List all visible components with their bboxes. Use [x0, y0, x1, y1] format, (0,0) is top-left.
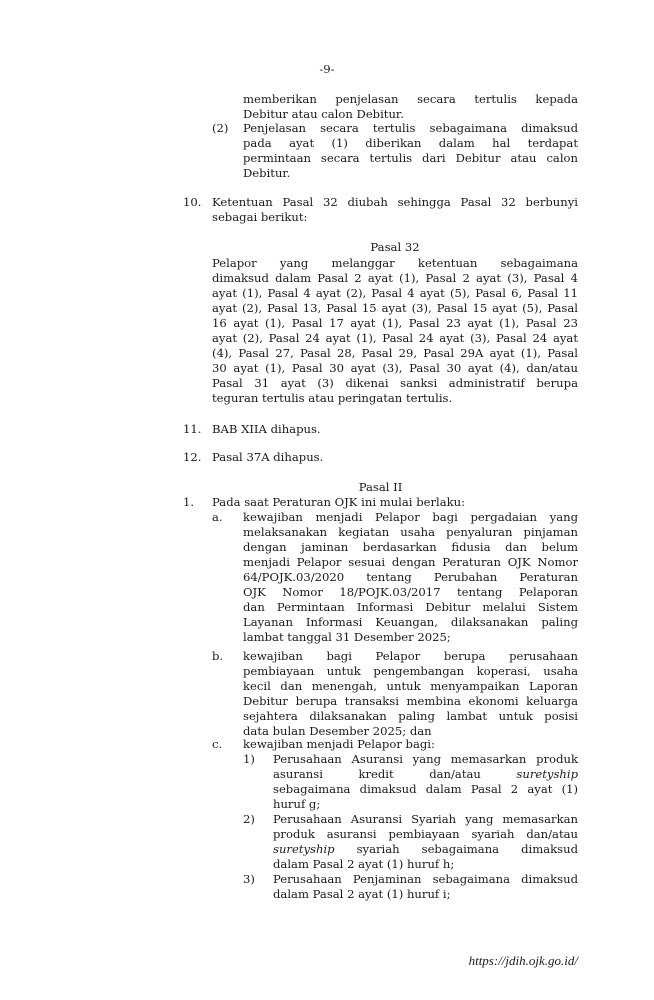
text-line: ayat (1), Pasal 4 ayat (2), Pasal 4 ayat (5), Pasal 6, Pasal 11 [212, 286, 578, 300]
text-line: Debitur berupa transaksi membina ekonomi keluarga [243, 694, 578, 708]
list-label: 12. [183, 450, 202, 464]
page-number: -9- [319, 62, 335, 76]
text-line: kewajiban menjadi Pelapor bagi: [243, 737, 435, 751]
text-line: OJK Nomor 18/POJK.03/2017 tentang Pelaporan [243, 585, 578, 599]
text-line [273, 767, 578, 782]
text-line: produk asuransi pembiayaan syariah dan/atau [273, 827, 578, 841]
text-line: dengan jaminan berdasarkan fidusia dan belum [243, 540, 578, 554]
list-label: 11. [183, 422, 202, 436]
text-segment: asuransi kredit dan/atau [273, 767, 517, 781]
italic-term: suretyship [273, 842, 335, 856]
text-line: data bulan Desember 2025; dan [243, 724, 432, 738]
text-line: pada ayat (1) diberikan dalam hal terdapat [243, 136, 578, 150]
text-line: 64/POJK.03/2020 tentang Perubahan Peraturan [243, 570, 578, 584]
text-line: memberikan penjelasan secara tertulis kepada [243, 92, 578, 106]
list-label: 3) [243, 872, 255, 886]
text-line: 16 ayat (1), Pasal 17 ayat (1), Pasal 23 ayat (1), Pasal 23 [212, 316, 578, 330]
text-line: dalam Pasal 2 ayat (1) huruf h; [273, 857, 455, 871]
text-line: huruf g; [273, 797, 321, 811]
footer-url-link[interactable]: https://jdih.ojk.go.id/ [468, 953, 578, 968]
text-line: dan Permintaan Informasi Debitur melalui Sistem [243, 600, 578, 614]
text-line: Perusahaan Asuransi Syariah yang memasarkan [273, 812, 578, 826]
text-line: ayat (2), Pasal 24 ayat (1), Pasal 24 ayat (3), Pasal 24 ayat [212, 331, 578, 345]
text-line: sebagaimana dimaksud dalam Pasal 2 ayat (1) [273, 782, 578, 796]
text-line: sejahtera dilaksanakan paling lambat untuk posisi [243, 709, 578, 723]
text-line: Perusahaan Asuransi yang memasarkan produk [273, 752, 578, 766]
heading-pasal-32: Pasal 32 [370, 240, 420, 254]
text-line: teguran tertulis atau peringatan tertulis. [212, 391, 453, 405]
text-line [273, 842, 578, 857]
text-line: Pasal 37A dihapus. [212, 450, 324, 464]
text-line: permintaan secara tertulis dari Debitur atau calon [243, 151, 578, 165]
text-line: kewajiban menjadi Pelapor bagi pergadaian yang [243, 510, 578, 524]
text-line: 30 ayat (1), Pasal 30 ayat (3), Pasal 30 ayat (4), dan/atau [212, 361, 578, 375]
text-line: Pasal 31 ayat (3) dikenai sanksi administratif berupa [212, 376, 578, 390]
list-label: c. [212, 737, 223, 751]
text-line: Debitur atau calon Debitur. [243, 107, 404, 121]
text-line: Ketentuan Pasal 32 diubah sehingga Pasal 32 berbunyi [212, 195, 578, 209]
list-label: 1) [243, 752, 255, 766]
text-line: pembiayaan untuk pengembangan koperasi, usaha [243, 664, 578, 678]
text-line: dalam Pasal 2 ayat (1) huruf i; [273, 887, 451, 901]
text-line: kewajiban bagi Pelapor berupa perusahaan [243, 649, 578, 663]
text-line: lambat tanggal 31 Desember 2025; [243, 630, 451, 644]
list-label: (2) [212, 121, 229, 135]
text-line: Pada saat Peraturan OJK ini mulai berlaku: [212, 495, 466, 509]
list-label: b. [212, 649, 224, 663]
text-line: menjadi Pelapor sesuai dengan Peraturan OJK Nomor [243, 555, 578, 569]
text-line: sebagai berikut: [212, 210, 308, 224]
list-label: 10. [183, 195, 202, 209]
text-line: melaksanakan kegiatan usaha penyaluran pinjaman [243, 525, 578, 539]
text-line: (4), Pasal 27, Pasal 28, Pasal 29, Pasal 29A ayat (1), Pasal [212, 346, 578, 360]
text-line: Debitur. [243, 166, 291, 180]
text-line: Pelapor yang melanggar ketentuan sebagaimana [212, 256, 578, 270]
text-line: dimaksud dalam Pasal 2 ayat (1), Pasal 2 ayat (3), Pasal 4 [212, 271, 578, 285]
list-label: 2) [243, 812, 255, 826]
text-line: ayat (2), Pasal 13, Pasal 15 ayat (3), Pasal 15 ayat (5), Pasal [212, 301, 578, 315]
list-label: 1. [183, 495, 195, 509]
text-line: Layanan Informasi Keuangan, dilaksanakan paling [243, 615, 578, 629]
list-label: a. [212, 510, 223, 524]
italic-term: suretyship [516, 767, 578, 781]
text-line: kecil dan menengah, untuk menyampaikan Laporan [243, 679, 578, 693]
heading-pasal-ii: Pasal II [358, 480, 403, 494]
text-segment: syariah sebagaimana dimaksud [334, 842, 578, 856]
text-line: BAB XIIA dihapus. [212, 422, 321, 436]
text-line: Perusahaan Penjaminan sebagaimana dimaksud [273, 872, 578, 886]
text-line: Penjelasan secara tertulis sebagaimana dimaksud [243, 121, 578, 135]
